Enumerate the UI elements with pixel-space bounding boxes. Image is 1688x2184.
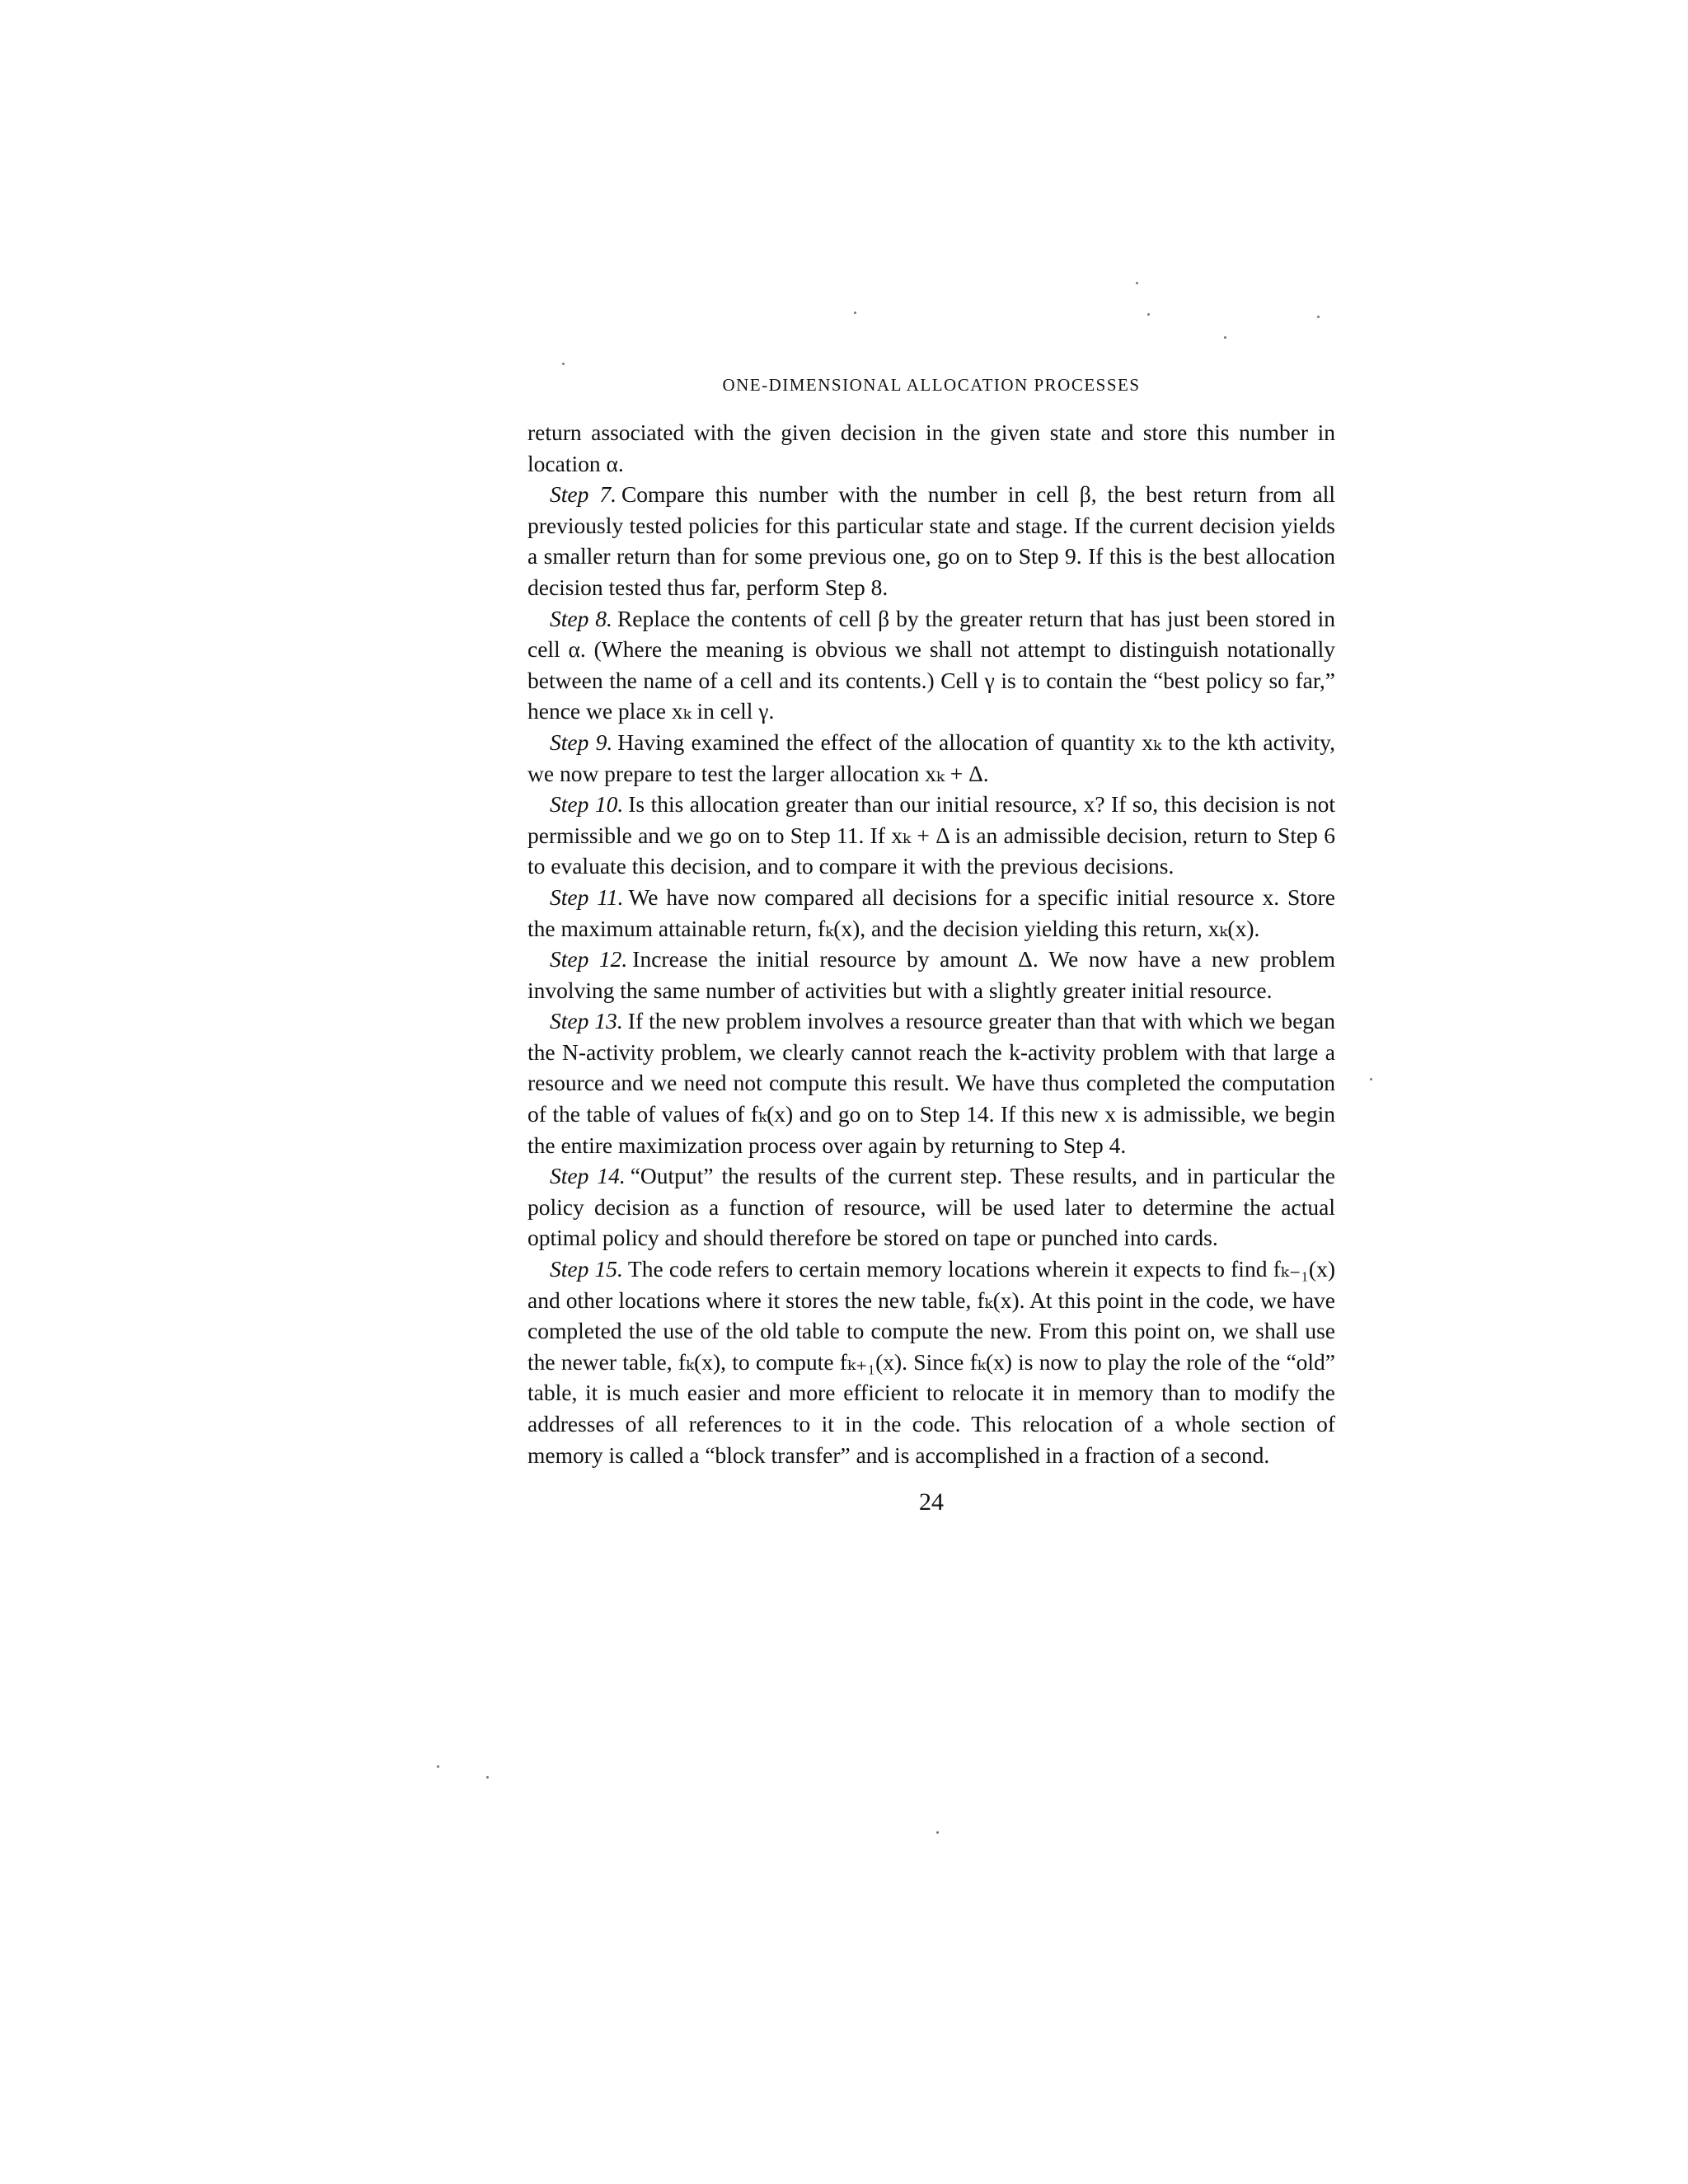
running-head: ONE-DIMENSIONAL ALLOCATION PROCESSES [722, 375, 1141, 395]
step-text: Compare this number with the number in cell β, the best return from all previously tested policies for this particular state and stage. If the current decision yields a smaller return than for some previous one, go on to Step 9. If this is the best allocation decision tested thus far, perform Step 8. [528, 481, 1335, 600]
step-label: Step 13. [550, 1008, 623, 1034]
step-text: If the new problem involves a resource greater than that with which we began the N-activity problem, we clearly cannot reach the k-activity problem with that large a resource and we need not compute this result. We have thus completed the computation of the table of values of fₖ(x) and go on to Step 14. If this new x is admissible, we begin the entire maximization process over again by returning to Step 4. [528, 1008, 1335, 1158]
step-text: Having examined the effect of the allocation of quantity xₖ to the kth activity, we now prepare to test the larger allocation xₖ + Δ. [528, 729, 1335, 786]
step-label: Step 10. [550, 791, 624, 818]
speck [1370, 1078, 1372, 1080]
step-15-paragraph [528, 1254, 1335, 1470]
step-label: Step 14. [550, 1163, 626, 1189]
step-11-paragraph [528, 882, 1335, 944]
step-text: Increase the initial resource by amount Δ. We now have a new problem involving the same number of activities but with a slightly greater initial resource. [528, 946, 1335, 1003]
step-text: “Output” the results of the current step. These results, and in particular the policy decision as a function of resource, will be used later to determine the actual optimal policy and should therefore be stored on tape or punched into cards. [528, 1163, 1335, 1251]
step-text: The code refers to certain memory locations wherein it expects to find fₖ₋₁(x) and other locations where it stores the new table, fₖ(x). At this point in the code, we have completed the use of the old table to compute the new. From this point on, we shall use the newer table, fₖ(x), to compute fₖ₊₁(x). Since fₖ(x) is now to play the role of the “old” table, it is much easier and more efficient to relocate it in memory than to modify the addresses of all references to it in the code. This relocation of a whole section of memory is called a “block transfer” and is accomplished in a fraction of a second. [528, 1256, 1335, 1468]
step-text: Is this allocation greater than our initial resource, x? If so, this decision is not permissible and we go on to Step 11. If xₖ + Δ is an admissible decision, return to Step 6 to evaluate this decision, and to compare it with the previous decisions. [528, 791, 1335, 879]
speck [1224, 336, 1226, 339]
step-label: Step 15. [550, 1256, 623, 1282]
step-10-paragraph [528, 789, 1335, 882]
speck [1147, 313, 1150, 316]
step-label: Step 8. [550, 605, 612, 631]
step-7-paragraph [528, 479, 1335, 602]
step-label: Step 11. [550, 883, 624, 910]
step-label: Step 12. [550, 946, 628, 972]
intro-paragraph: return associated with the given decision in the given state and store this number in location α. [528, 419, 1335, 476]
speck [562, 363, 565, 365]
speck [1136, 282, 1138, 284]
speck [486, 1776, 489, 1779]
page-number: 24 [919, 1488, 944, 1516]
step-label: Step 9. [550, 729, 613, 755]
speck [936, 1831, 939, 1834]
step-label: Step 7. [550, 481, 617, 508]
step-text: We have now compared all decisions for a specific initial resource x. Store the maximum attainable return, fₖ(x), and the decision yielding this return, xₖ(x). [528, 883, 1335, 941]
speck [1317, 316, 1320, 318]
step-text: Replace the contents of cell β by the greater return that has just been stored in cell α. (Where the meaning is obvious we shall not attempt to distinguish notationally between the name of a cell and its contents.) Cell γ is to contain the “best policy so far,” hence we place xₖ in cell γ. [528, 605, 1335, 724]
step-9-paragraph [528, 727, 1335, 789]
step-8-paragraph [528, 603, 1335, 727]
speck [854, 312, 856, 314]
book-page [528, 375, 1335, 1516]
step-12-paragraph [528, 944, 1335, 1005]
step-13-paragraph [528, 1005, 1335, 1160]
step-14-paragraph [528, 1160, 1335, 1254]
speck [437, 1765, 439, 1768]
